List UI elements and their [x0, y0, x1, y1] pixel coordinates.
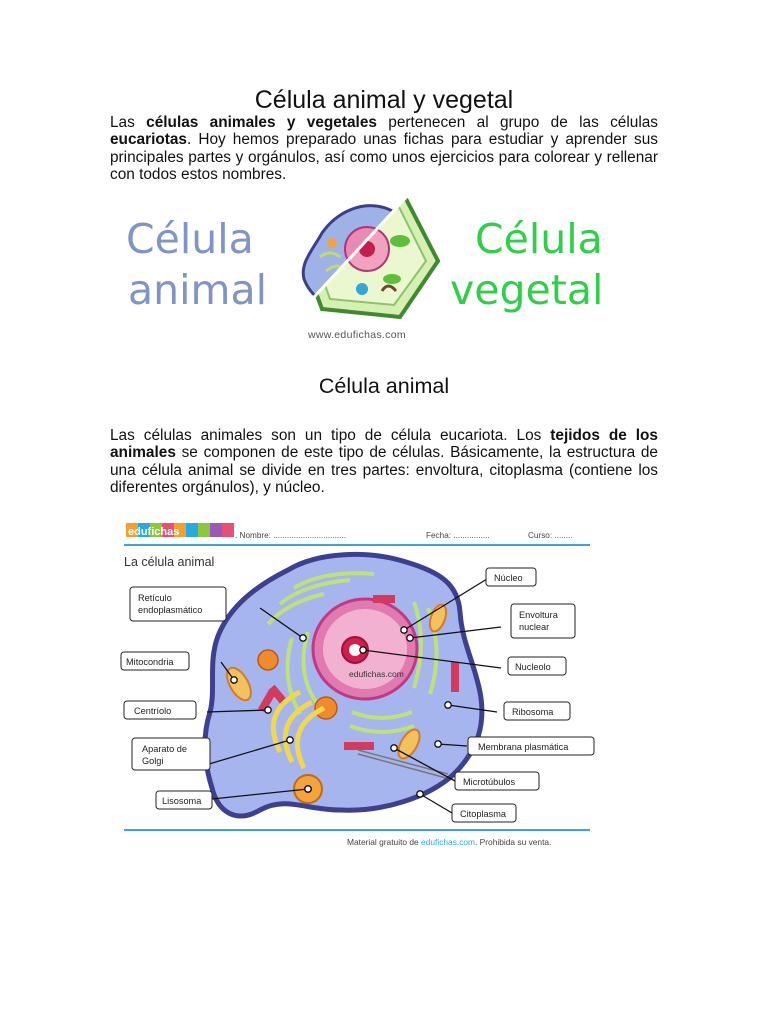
edufichas-logo [126, 523, 234, 538]
worksheet-title: La célula animal [124, 555, 215, 569]
label-envoltura-1: Envoltura [519, 610, 558, 620]
curso-field: Curso: ........ [528, 531, 573, 540]
fecha-field: Fecha: ................ [426, 531, 490, 540]
label-citoplasma: Citoplasma [460, 809, 506, 819]
cell-watermark: edufichas.com [349, 669, 404, 679]
half-cell-illustration [292, 191, 442, 321]
banner-animal-line2: animal [128, 266, 267, 314]
section-title-animal: Célula animal [318, 374, 450, 398]
nombre-field: . Nombre: ................................ [235, 531, 347, 540]
label-centriolo: Centríolo [134, 706, 172, 716]
banner-vegetal-line2: vegetal [450, 266, 604, 314]
animal-cell-worksheet [118, 512, 598, 854]
label-envoltura-2: nuclear [519, 622, 550, 632]
worksheet-footer: Material gratuito de edufichas.com. Prohibida su venta. [347, 837, 552, 847]
label-golgi-1: Aparato de [142, 744, 187, 754]
label-nucleolo: Nucleolo [515, 662, 551, 672]
label-mitocondria: Mitocondria [126, 657, 174, 667]
intro-paragraph: Las células animales y vegetales pertenecen al grupo de las células eucariotas. Hoy hemos preparado unas fichas para estudiar y aprender sus principales partes y orgánulos, así como unos ejercicios para colorear y rellenar con todos estos nombres. [110, 114, 659, 184]
label-nucleo: Núcleo [494, 573, 523, 583]
banner-watermark: www.edufichas.com [308, 329, 406, 341]
label-lisosoma: Lisosoma [162, 796, 202, 806]
animal-cell-paragraph: Las células animales son un tipo de célula eucariota. Los tejidos de los animales se componen de este tipo de células. Básicamente, la estructura de una célula animal se divide en tres partes: envoltura, citoplasma (contiene los diferentes orgánulos), y núcleo. [110, 427, 658, 497]
label-reticulo-1: Retículo [138, 593, 172, 603]
label-membrana: Membrana plasmática [478, 742, 569, 752]
banner-vegetal-line1: Célula [475, 215, 603, 263]
cell-banner [110, 185, 658, 345]
label-golgi-2: Golgi [142, 756, 164, 766]
animal-cell-diagram [205, 554, 482, 816]
label-microtubulos: Microtúbulos [463, 777, 516, 787]
page-title: Célula animal y vegetal [254, 86, 514, 114]
label-reticulo-2: endoplasmático [138, 605, 203, 615]
label-ribosoma: Ribosoma [512, 707, 554, 717]
banner-animal-line1: Célula [126, 215, 254, 263]
logo-text: edufichas [128, 526, 180, 538]
